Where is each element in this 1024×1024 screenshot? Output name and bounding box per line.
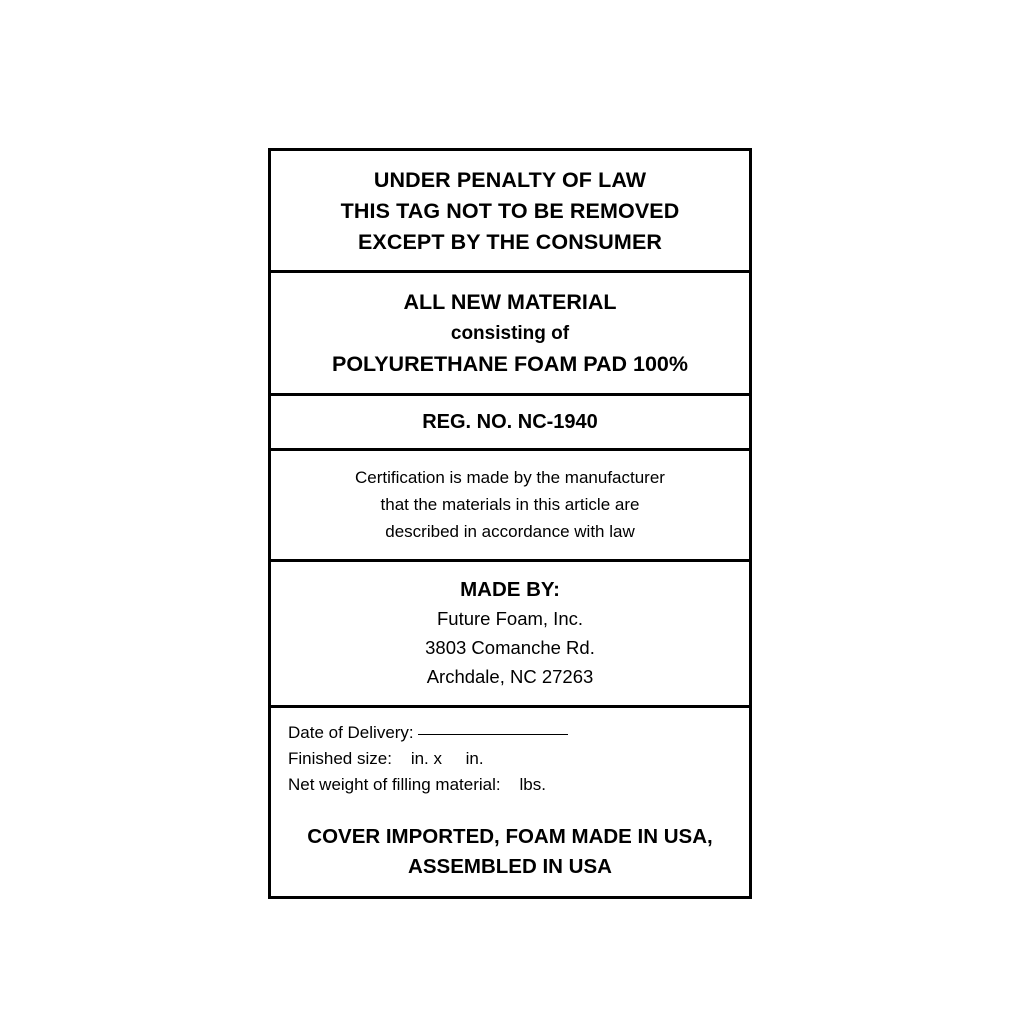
net-weight-label: Net weight of filling material: xyxy=(288,775,501,794)
net-weight-value[interactable]: lbs. xyxy=(500,775,546,794)
penalty-notice-section xyxy=(271,151,749,273)
date-of-delivery-row xyxy=(271,720,749,746)
origin-statement xyxy=(271,822,749,882)
registration-number: REG. NO. NC-1940 xyxy=(422,411,598,433)
penalty-notice-line-1: UNDER PENALTY OF LAW xyxy=(373,168,647,192)
certification-line-3: described in accordance with law xyxy=(385,522,635,541)
finished-size-label: Finished size: xyxy=(288,749,392,768)
manufacturer-street: 3803 Comanche Rd. xyxy=(425,637,595,658)
date-of-delivery-label: Date of Delivery: xyxy=(288,723,419,742)
origin-line-1: COVER IMPORTED, FOAM MADE IN USA, xyxy=(307,825,713,848)
penalty-notice-line-3: EXCEPT BY THE CONSUMER xyxy=(357,230,663,254)
fill-in-fields-section xyxy=(271,708,749,896)
law-tag xyxy=(268,148,752,899)
certification-section xyxy=(271,451,749,562)
material-section xyxy=(271,273,749,396)
date-of-delivery-input[interactable] xyxy=(418,734,568,735)
material-line-2: consisting of xyxy=(450,323,570,344)
manufacturer-name: Future Foam, Inc. xyxy=(437,608,583,629)
finished-size-value[interactable]: in. x in. xyxy=(391,749,484,768)
made-by-heading: MADE BY: xyxy=(460,578,560,601)
material-line-1: ALL NEW MATERIAL xyxy=(403,290,617,314)
penalty-notice-line-2: THIS TAG NOT TO BE REMOVED xyxy=(340,199,680,223)
origin-line-2: ASSEMBLED IN USA xyxy=(408,855,612,878)
finished-size-row xyxy=(271,746,749,772)
manufacturer-city-state-zip: Archdale, NC 27263 xyxy=(426,666,594,687)
certification-line-2: that the materials in this article are xyxy=(380,495,640,514)
material-line-3: POLYURETHANE FOAM PAD 100% xyxy=(331,352,688,376)
certification-line-1: Certification is made by the manufacturer xyxy=(355,468,665,487)
made-by-section xyxy=(271,562,749,708)
registration-section xyxy=(271,396,749,451)
net-weight-row xyxy=(271,772,749,798)
